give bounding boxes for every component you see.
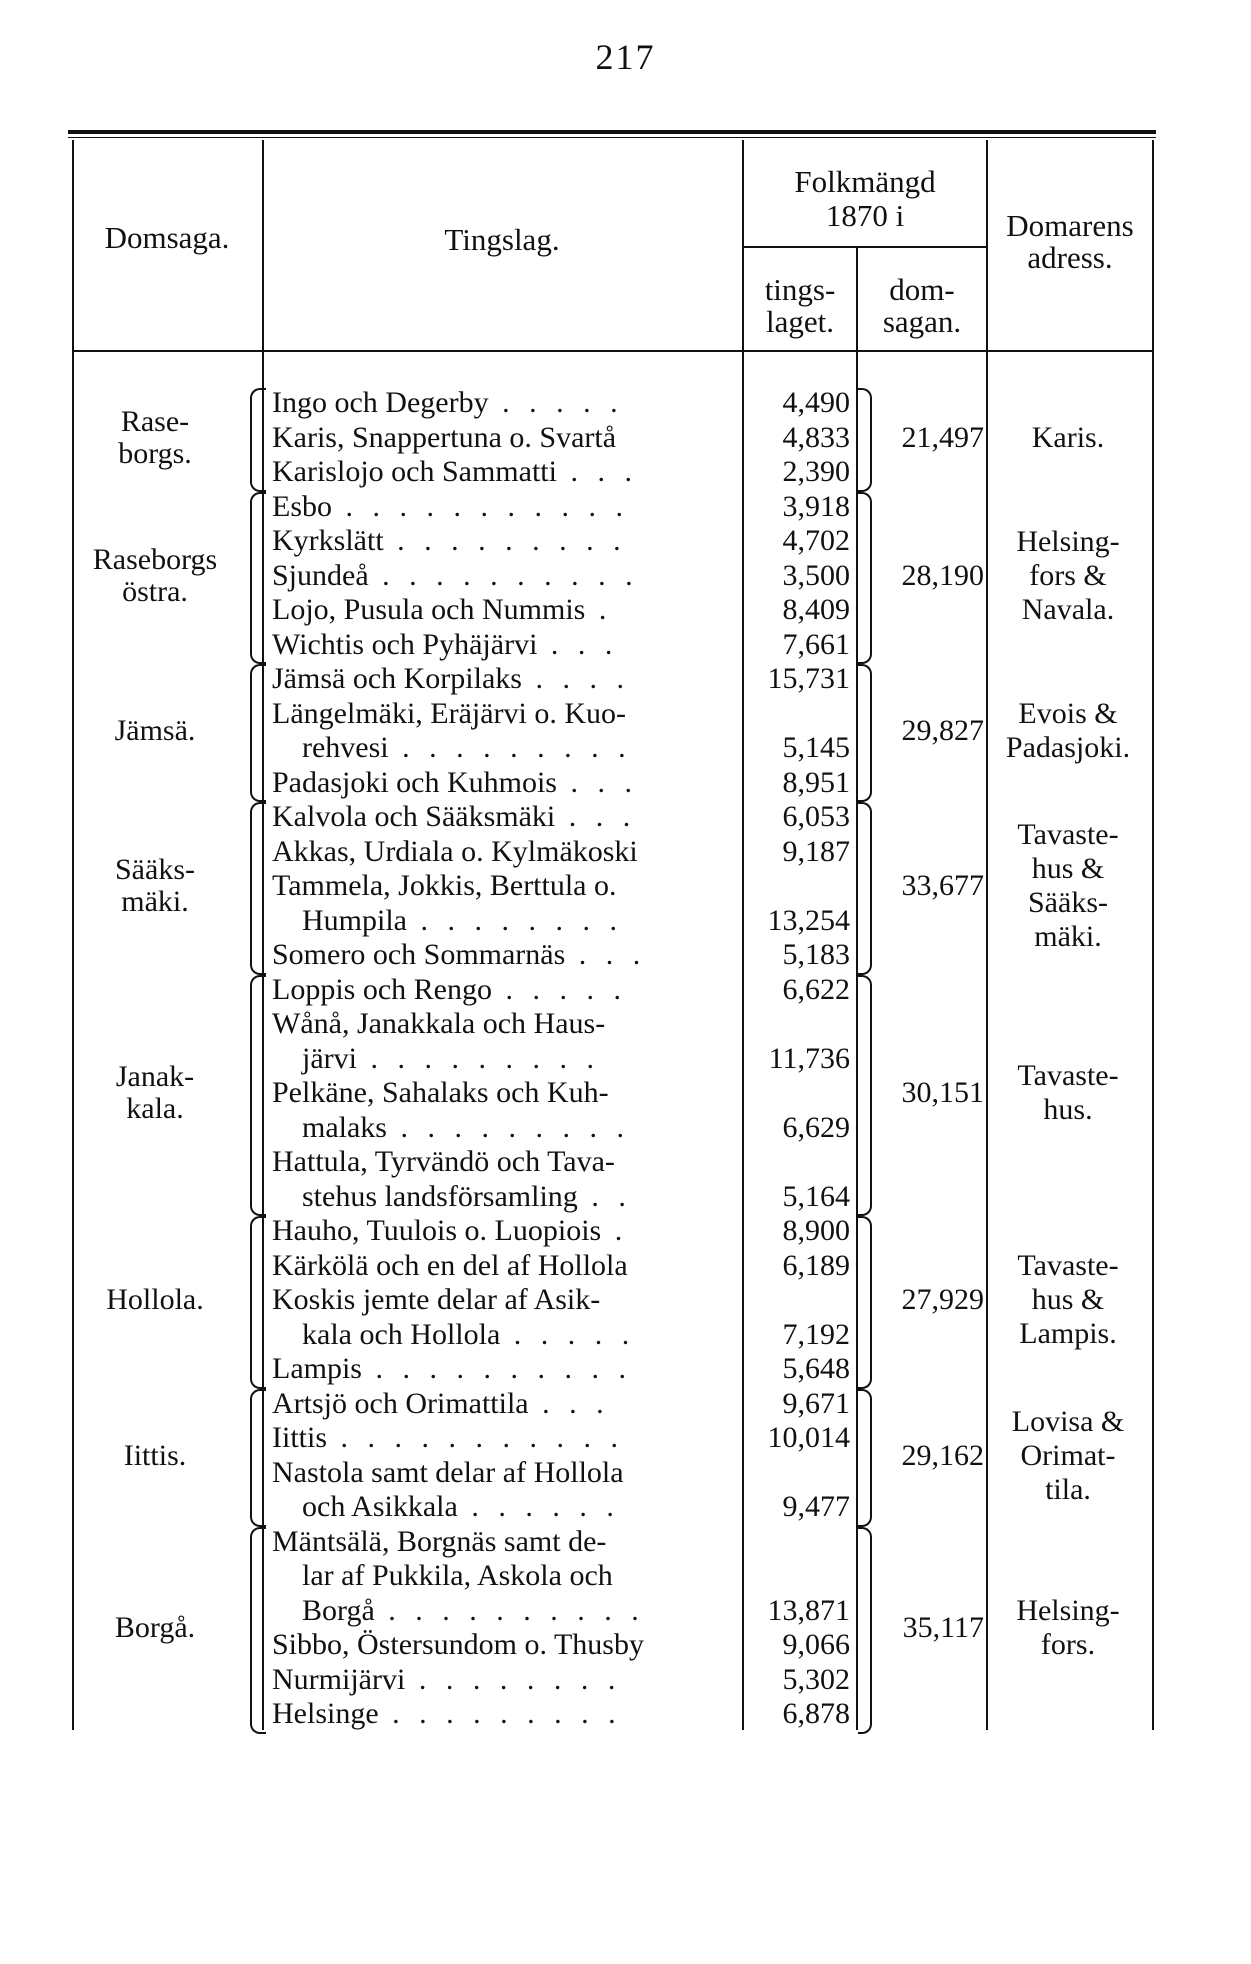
tingslag-name: Artsjö och Orimattila <box>272 1386 529 1420</box>
tingslag-name: Borgå <box>272 1593 375 1627</box>
tingslag-name: Lojo, Pusula och Nummis <box>272 593 586 626</box>
judge-address: Orimat- <box>1020 1438 1116 1472</box>
judge-address: hus & <box>1031 1283 1105 1317</box>
tingslag-name: Wichtis och Pyhäjärvi <box>272 627 538 661</box>
total-brace <box>858 1389 872 1527</box>
group-brace <box>250 975 266 1217</box>
judge-address: Tavaste- <box>1017 1249 1119 1283</box>
judge-address: Lampis. <box>1019 1317 1117 1351</box>
tingslag-row <box>272 386 742 420</box>
domsaga-name: Sääks- <box>115 853 195 887</box>
domsaga-name: borgs. <box>118 436 192 470</box>
header-domarens: Domarens <box>1006 208 1134 243</box>
domsaga-total: 33,677 <box>901 869 984 903</box>
leader-dots: . . . . . . . . . . . <box>332 489 629 523</box>
leader-dots: . . . . . . . . . <box>386 1110 630 1144</box>
tingslag-row <box>272 697 742 731</box>
leader-dots: . . . <box>528 1386 610 1420</box>
header-domsagan: dom- <box>889 272 955 307</box>
page-number: 217 <box>595 37 656 77</box>
total-brace <box>858 1527 872 1734</box>
leader-dots: . . . <box>555 800 637 833</box>
tingslag-name: Kyrkslätt <box>272 524 384 557</box>
leader-dots: . . . . . . . . <box>407 903 623 937</box>
judge-address: Navala. <box>1021 592 1115 626</box>
total-brace <box>858 975 872 1217</box>
tingslag-row <box>272 1111 742 1145</box>
tingslag-population: 6,189 <box>782 1248 850 1282</box>
leader-dots: . . . <box>565 938 647 971</box>
leader-dots: . . . . . . . . . <box>378 1697 622 1730</box>
header-adress: adress. <box>1027 240 1113 275</box>
tingslag-population: 6,629 <box>782 1110 850 1144</box>
tingslag-row <box>272 524 742 558</box>
domsaga-name: Borgå. <box>114 1611 196 1644</box>
tingslag-population: 5,183 <box>782 938 850 971</box>
domsaga-name: Raseborgs <box>92 542 218 576</box>
tingslag-name: Nastola samt delar af Hollola <box>272 1455 624 1489</box>
tingslag-row <box>272 628 742 662</box>
domsaga-name: Rase- <box>120 404 190 438</box>
group-brace <box>250 664 266 802</box>
tingslag-row <box>272 938 742 972</box>
leader-dots: . . . <box>557 765 638 799</box>
tingslag-name: Kärkölä och en del af Hollola <box>272 1248 628 1282</box>
domsaga-name: Hollola. <box>106 1283 204 1317</box>
leader-dots: . . . . . . . . . . <box>362 1352 632 1385</box>
tingslag-name: Wånå, Janakkala och Haus- <box>272 1007 606 1040</box>
tingslag-name: Humpila <box>272 903 407 937</box>
leader-dots: . . . . . . . . . <box>356 1041 600 1075</box>
tingslag-row <box>272 973 742 1007</box>
tingslag-row <box>272 490 742 524</box>
judge-address: Karis. <box>1031 420 1105 454</box>
tingslag-name: Tammela, Jokkis, Berttula o. <box>272 869 617 902</box>
tingslag-name: Akkas, Urdiala o. Kylmäkoski <box>272 834 638 868</box>
domsaga-name: Janak- <box>115 1060 195 1094</box>
tingslag-name: Loppis och Rengo <box>272 972 492 1006</box>
leader-dots: . . . . . . . . <box>405 1662 622 1696</box>
tingslag-row <box>272 662 742 696</box>
leader-dots: . . . . . . . . . . . <box>327 1421 625 1454</box>
judge-address: Helsing- <box>1016 524 1120 558</box>
leader-dots: . . . . <box>521 662 630 695</box>
tingslag-name: Sjundeå <box>272 558 369 592</box>
tingslag-row <box>272 731 742 765</box>
tingslag-population: 4,490 <box>782 386 850 419</box>
tingslag-population: 8,900 <box>782 1214 850 1247</box>
tingslag-population: 13,254 <box>767 903 850 937</box>
tingslag-row <box>272 1318 742 1352</box>
tingslag-row <box>272 1145 742 1179</box>
leader-dots: . . . <box>556 455 638 488</box>
column-rule <box>72 140 74 1730</box>
tingslag-population: 8,951 <box>782 765 850 799</box>
leader-dots: . <box>585 593 613 626</box>
header-subrule <box>742 246 986 248</box>
tingslag-row <box>272 1697 742 1731</box>
tingslag-population: 8,409 <box>782 593 850 626</box>
tingslag-name: Ingo och Degerby <box>272 386 489 419</box>
tingslag-row <box>272 1180 742 1214</box>
tingslag-name: Padasjoki och Kuhmois <box>272 765 557 799</box>
tingslag-population: 3,918 <box>782 489 850 523</box>
tingslag-row <box>272 559 742 593</box>
tingslag-population: 5,302 <box>782 1662 850 1696</box>
tingslag-population: 15,731 <box>767 662 850 695</box>
tingslag-row <box>272 1559 742 1593</box>
leader-dots: . . . . . . <box>457 1490 620 1523</box>
tingslag-population: 5,648 <box>782 1352 850 1385</box>
tingslag-population: 9,671 <box>782 1386 850 1420</box>
tingslag-population: 10,014 <box>767 1421 850 1454</box>
domsaga-name: mäki. <box>121 885 189 919</box>
tingslag-name: Längelmäki, Eräjärvi o. Kuo- <box>272 696 627 730</box>
tingslag-row <box>272 1007 742 1041</box>
tingslag-population: 3,500 <box>782 558 850 592</box>
judge-address: Tavaste- <box>1017 818 1119 852</box>
leader-dots: . . . . . <box>488 386 624 419</box>
header-year: 1870 i <box>825 198 905 233</box>
tingslag-population: 5,145 <box>782 731 850 764</box>
domsaga-total: 28,190 <box>901 558 984 592</box>
tingslag-name: malaks <box>272 1110 387 1144</box>
tingslag-name: Somero och Sommarnäs <box>272 938 566 971</box>
tingslag-name: Pelkäne, Sahalaks och Kuh- <box>272 1076 609 1109</box>
group-brace <box>250 802 266 975</box>
domsaga-total: 29,827 <box>901 714 984 747</box>
tingslag-row <box>272 835 742 869</box>
leader-dots: . . . . . <box>491 972 627 1006</box>
header-folkmangd: Folkmängd <box>794 164 936 199</box>
top-rule-thin <box>68 137 1156 138</box>
tingslag-name: Sibbo, Östersundom o. Thusby <box>272 1628 644 1661</box>
total-brace <box>858 388 872 492</box>
tingslag-name: Helsinge <box>272 1697 379 1730</box>
tingslag-row <box>272 1663 742 1697</box>
tingslag-name: lar af Pukkila, Askola och <box>272 1559 613 1592</box>
judge-address: Evois & <box>1018 697 1118 730</box>
tingslag-row <box>272 1076 742 1110</box>
tingslag-row <box>272 593 742 627</box>
tingslag-row <box>272 1214 742 1248</box>
header-domsaga: Domsaga. <box>104 220 230 255</box>
group-brace <box>250 1216 266 1389</box>
domsaga-total: 29,162 <box>901 1438 984 1472</box>
tingslag-population: 9,187 <box>782 834 850 868</box>
tingslag-name: Hattula, Tyrvändö och Tava- <box>272 1145 615 1178</box>
total-brace <box>858 492 872 665</box>
header-tingslaget-2: laget. <box>766 304 834 339</box>
tingslag-name: Koskis jemte delar af Asik- <box>272 1283 601 1316</box>
tingslag-row <box>272 1283 742 1317</box>
tingslag-row <box>272 1594 742 1628</box>
judge-address: hus. <box>1043 1093 1093 1127</box>
domsaga-name: Jämsä. <box>114 714 196 747</box>
tingslag-row <box>272 455 742 489</box>
tingslag-population: 4,833 <box>782 420 850 454</box>
domsaga-total: 35,117 <box>902 1611 984 1644</box>
tingslag-row <box>272 1042 742 1076</box>
tingslag-population: 6,622 <box>782 972 850 1006</box>
tingslag-name: Jämsä och Korpilaks <box>272 662 522 695</box>
tingslag-name: Karis, Snappertuna o. Svartå <box>272 420 617 454</box>
tingslag-row <box>272 869 742 903</box>
header-bottom-rule <box>72 350 1154 352</box>
tingslag-name: Hauho, Tuulois o. Luopiois <box>272 1214 602 1247</box>
tingslag-population: 4,702 <box>782 524 850 557</box>
judge-address: tila. <box>1045 1472 1091 1506</box>
tingslag-name: Nurmijärvi <box>272 1662 406 1696</box>
tingslag-population: 13,871 <box>767 1593 850 1627</box>
tingslag-name: Iittis <box>272 1421 328 1454</box>
tingslag-row <box>272 1525 742 1559</box>
tingslag-population: 6,878 <box>782 1697 850 1730</box>
tingslag-name: Mäntsälä, Borgnäs samt de- <box>272 1524 607 1558</box>
tingslag-population: 9,477 <box>782 1490 850 1523</box>
leader-dots: . . . . . <box>500 1317 636 1351</box>
column-rule <box>1152 140 1154 1730</box>
judge-address: hus & <box>1031 852 1105 886</box>
tingslag-row <box>272 766 742 800</box>
leader-dots: . <box>601 1214 629 1247</box>
tingslag-name: stehus landsförsamling <box>272 1179 578 1213</box>
judge-address: Sääks- <box>1028 886 1108 920</box>
judge-address: Helsing- <box>1016 1594 1120 1627</box>
tingslag-row <box>272 1421 742 1455</box>
tingslag-row <box>272 1352 742 1386</box>
tingslag-row <box>272 1249 742 1283</box>
domsaga-total: 27,929 <box>901 1283 984 1317</box>
tingslag-name: rehvesi <box>272 731 389 764</box>
tingslag-name: kala och Hollola <box>272 1317 501 1351</box>
tingslag-name: Lampis <box>272 1352 362 1385</box>
tingslag-row <box>272 1456 742 1490</box>
tingslag-name: och Asikkala <box>272 1490 458 1523</box>
tingslag-population: 7,661 <box>782 627 850 661</box>
judge-address: fors. <box>1040 1628 1096 1661</box>
domsaga-name: östra. <box>122 574 188 608</box>
tingslag-population: 7,192 <box>782 1317 850 1351</box>
tingslag-row <box>272 421 742 455</box>
tingslag-name: Kalvola och Sääksmäki <box>272 800 556 833</box>
header-tingslaget: tings- <box>764 272 836 307</box>
leader-dots: . . . . . . . . . <box>388 731 632 764</box>
domsaga-name: Iittis. <box>123 1438 187 1472</box>
judge-address: fors & <box>1029 558 1107 592</box>
leader-dots: . . . . . . . . . . <box>374 1593 645 1627</box>
tingslag-population: 5,164 <box>782 1179 850 1213</box>
leader-dots: . . . <box>537 627 619 661</box>
group-brace <box>250 492 266 665</box>
tingslag-row <box>272 904 742 938</box>
domsaga-total: 30,151 <box>901 1076 984 1110</box>
judge-address: mäki. <box>1034 920 1102 954</box>
group-brace <box>250 1389 266 1527</box>
leader-dots: . . . . . . . . . . <box>368 558 639 592</box>
judge-address: Lovisa & <box>1011 1404 1125 1438</box>
tingslag-row <box>272 1628 742 1662</box>
total-brace <box>858 664 872 802</box>
domsaga-name: kala. <box>126 1092 184 1126</box>
top-rule-thick <box>68 130 1156 134</box>
tingslag-row <box>272 800 742 834</box>
leader-dots: . . . . . . . . . <box>383 524 627 557</box>
leader-dots: . . <box>577 1179 632 1213</box>
tingslag-population: 6,053 <box>782 800 850 833</box>
judge-address: Padasjoki. <box>1005 731 1131 764</box>
header-tingslag: Tingslag. <box>444 222 560 257</box>
tingslag-row <box>272 1490 742 1524</box>
domsaga-total: 21,497 <box>901 420 984 454</box>
tingslag-population: 11,736 <box>768 1041 850 1075</box>
tingslag-row <box>272 1387 742 1421</box>
tingslag-population: 2,390 <box>782 455 850 488</box>
total-brace <box>858 802 872 975</box>
header-domsagan-2: sagan. <box>882 304 962 339</box>
tingslag-name: Karislojo och Sammatti <box>272 455 557 488</box>
tingslag-population: 9,066 <box>782 1628 850 1661</box>
group-brace <box>250 1527 266 1734</box>
total-brace <box>858 1216 872 1389</box>
tingslag-name: järvi <box>272 1041 357 1075</box>
tingslag-name: Esbo <box>272 489 332 523</box>
judge-address: Tavaste- <box>1017 1059 1119 1093</box>
group-brace <box>250 388 266 492</box>
